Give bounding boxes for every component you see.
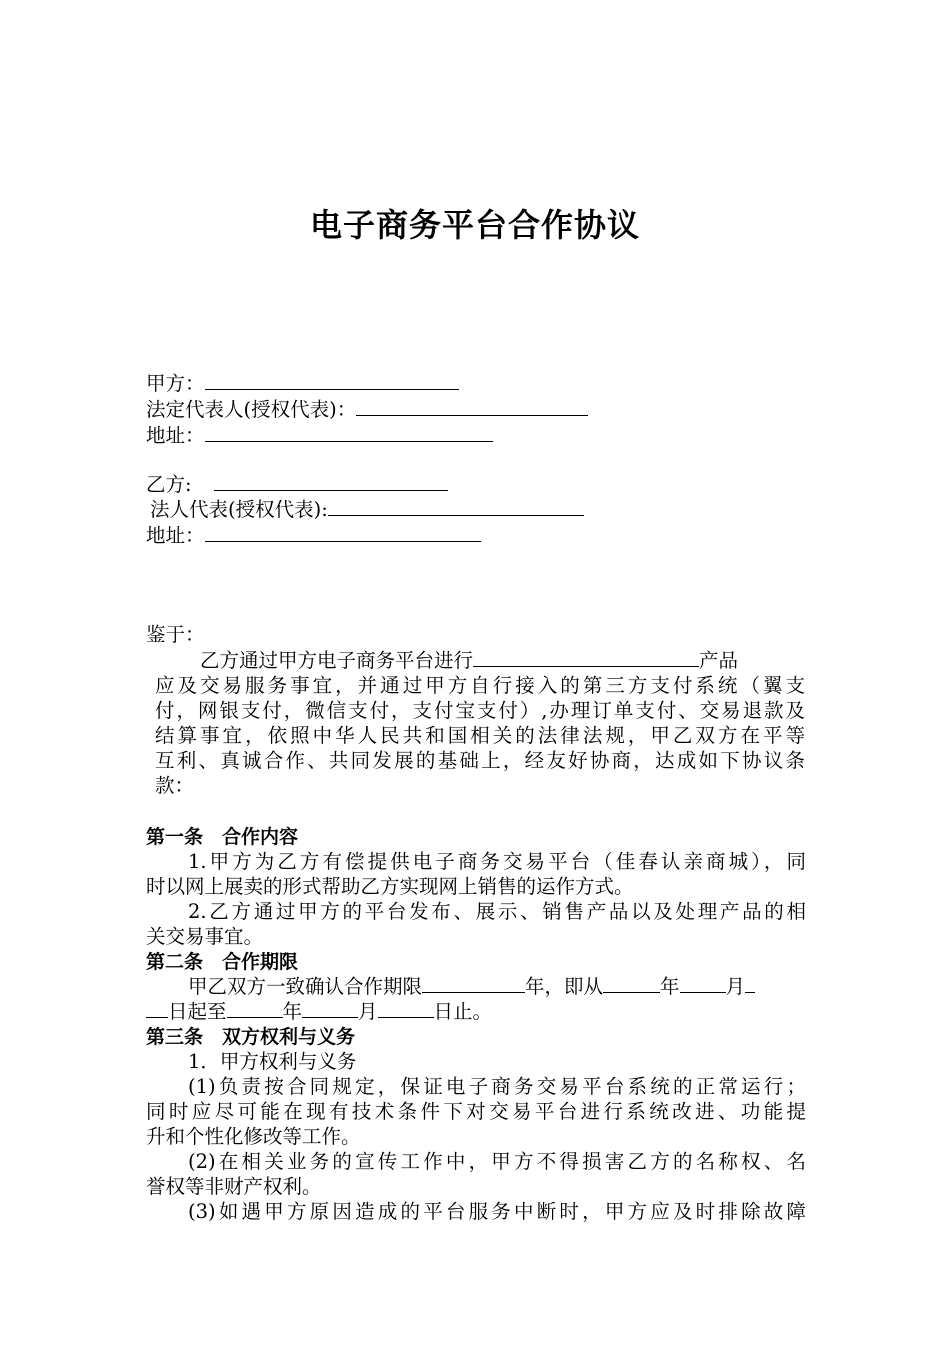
article-1-heading: 第一条 合作内容: [146, 826, 299, 848]
party-a-line: [146, 371, 459, 397]
article-2-line-2: [146, 999, 492, 1025]
party-b-rep-label: 法人代表(授权代表):: [150, 498, 328, 521]
start-day-blank-b: [146, 999, 168, 1018]
start-day-blank-a: [745, 974, 755, 993]
party-b-label: 乙方:: [146, 473, 192, 496]
whereas-line-6: 款：: [155, 774, 195, 797]
party-a-rep-blank: [356, 397, 588, 416]
article-3-i1-line-3: 升和个性化修改等工作。: [146, 1125, 361, 1148]
article-1-p1-line-1: 1.甲方为乙方有偿提供电子商务交易平台（佳春认亲商城），同: [188, 850, 806, 873]
whereas-paragraph: [155, 648, 805, 798]
whereas-line-1: [155, 648, 805, 673]
start-year-blank: [603, 974, 660, 993]
whereas-line-1a: 乙方通过甲方电子商务平台进行: [200, 649, 474, 672]
article-3-i2-line-1: (2)在相关业务的宣传工作中，甲方不得损害乙方的名称权、名: [188, 1150, 806, 1173]
party-a-rep-label: 法定代表人(授权代表)：: [146, 398, 357, 421]
party-b-addr-label: 地址：: [146, 524, 205, 547]
term-text-h: 日止。: [433, 1000, 493, 1023]
party-b-rep-line: [150, 497, 584, 523]
party-b-addr-line: [146, 523, 481, 549]
term-text-g: 月: [358, 1000, 378, 1023]
article-3-i3-line-1: (3)如遇甲方原因造成的平台服务中断时，甲方应及时排除故障: [188, 1200, 806, 1223]
article-3-i1-line-1: (1)负责按合同规定，保证电子商务交易平台系统的正常运行；: [188, 1075, 806, 1098]
term-text-d: 月: [725, 975, 746, 998]
party-a-addr-label: 地址：: [146, 424, 205, 447]
article-1-p2-line-2: 关交易事宜。: [146, 925, 264, 948]
party-b-line: [146, 472, 448, 498]
product-blank: [473, 648, 699, 667]
article-3-i2-line-2: 誉权等非财产权利。: [146, 1175, 322, 1198]
end-day-blank: [378, 999, 434, 1018]
article-3-i1-line-2: 同时应尽可能在现有技术条件下对交易平台进行系统改进、功能提: [146, 1100, 806, 1123]
term-text-f: 年: [282, 1000, 303, 1023]
article-1-body: [146, 849, 806, 949]
end-year-blank: [227, 999, 283, 1018]
whereas-line-2: 应及交易服务事宜，并通过甲方自行接入的第三方支付系统（翼支: [155, 674, 805, 697]
article-2-line-1: [188, 974, 755, 1000]
party-a-addr-line: [146, 423, 493, 449]
party-a-addr-blank: [205, 423, 493, 442]
party-b-rep-blank: [328, 497, 584, 516]
party-a-label: 甲方：: [146, 372, 205, 395]
article-3-sub-1: 1．甲方权利与义务: [188, 1050, 357, 1073]
whereas-line-4: 结算事宜，依照中华人民共和国相关的法律法规，甲乙双方在平等: [155, 724, 805, 747]
party-a-rep-line: [146, 397, 588, 423]
whereas-line-3: 付，网银支付，微信支付，支付宝支付）,办理订单支付、交易退款及: [155, 699, 805, 722]
party-b-blank: [214, 472, 448, 491]
term-text-b: 年，即从: [525, 975, 604, 998]
party-a-blank: [205, 371, 459, 390]
document-title: 电子商务平台合作协议: [309, 206, 640, 244]
party-b-addr-blank: [205, 523, 481, 542]
whereas-line-5: 互利、真诚合作、共同发展的基础上，经友好协商，达成如下协议条: [155, 749, 805, 772]
term-text-e: 日起至: [168, 1000, 227, 1023]
whereas-line-1b: 产品: [699, 649, 739, 672]
term-text-c: 年: [660, 975, 680, 998]
whereas-label: 鉴于：: [146, 623, 205, 646]
start-month-blank: [680, 974, 726, 993]
term-years-blank: [422, 974, 525, 993]
article-2-heading: 第二条 合作期限: [146, 951, 299, 973]
article-1-p2-line-1: 2.乙方通过甲方的平台发布、展示、销售产品以及处理产品的相: [188, 900, 806, 923]
article-1-p1-line-2: 时以网上展卖的形式帮助乙方实现网上销售的运作方式。: [146, 875, 634, 898]
article-3-body: [146, 1074, 806, 1224]
end-month-blank: [302, 999, 358, 1018]
article-3-heading: 第三条 双方权利与义务: [146, 1026, 356, 1048]
term-text-a: 甲乙双方一致确认合作期限: [188, 975, 423, 998]
